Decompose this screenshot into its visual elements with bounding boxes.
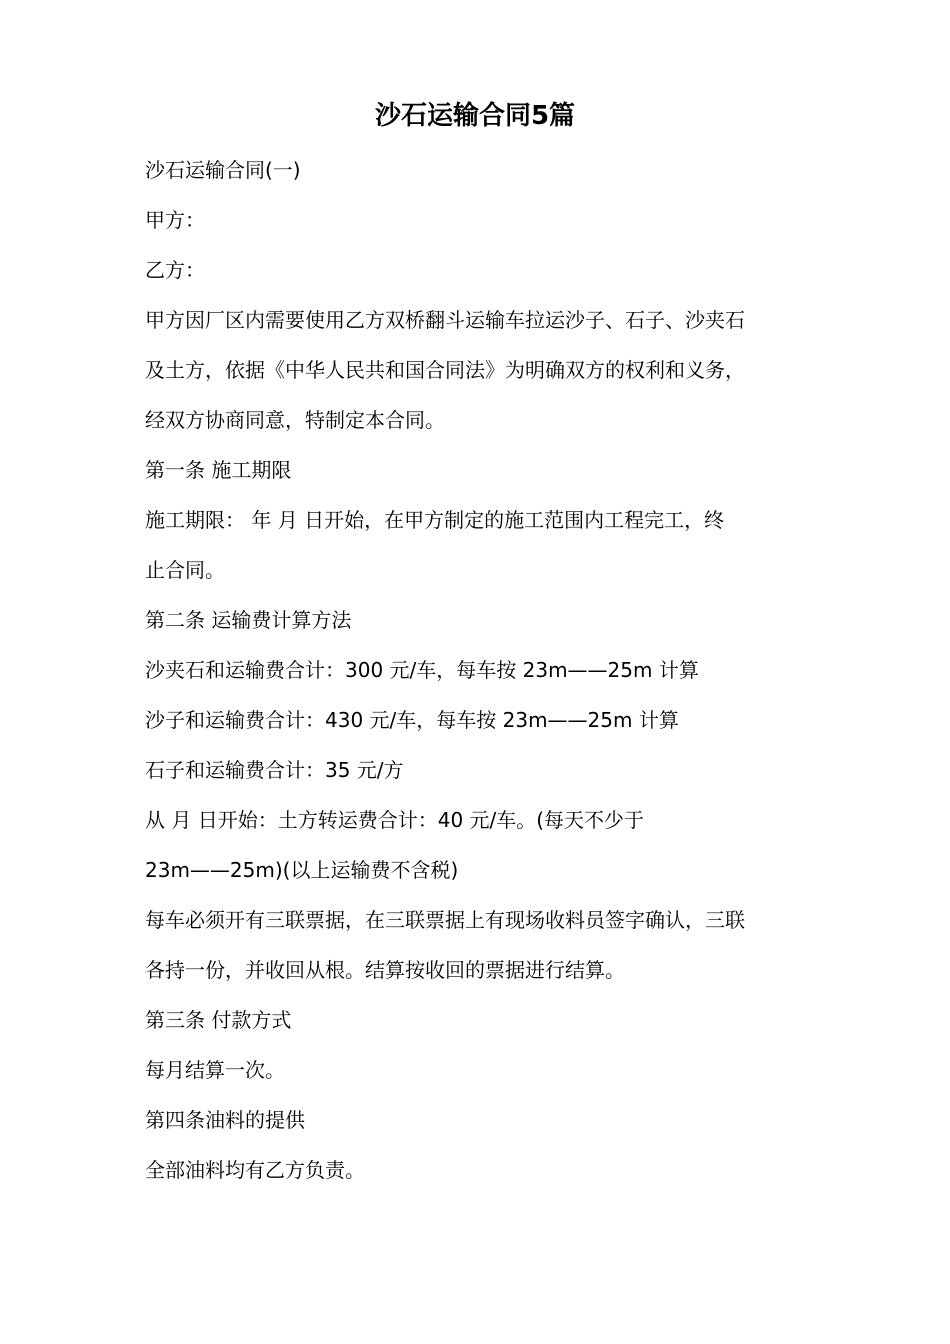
paragraph-line: 从 月 日开始：土方转运费合计：40 元/车。(每天不少于 [145,808,645,832]
paragraph-line: 甲方因厂区内需要使用乙方双桥翻斗运输车拉运沙子、石子、沙夹石 [145,308,745,332]
paragraph-line: 沙子和运输费合计：430 元/车，每车按 23m——25m 计算 [145,708,679,732]
article-heading: 第一条 施工期限 [145,458,292,482]
article-heading: 第四条油料的提供 [145,1108,305,1132]
party-b-line: 乙方： [145,258,205,282]
paragraph-line: 每车必须开有三联票据，在三联票据上有现场收料员签字确认，三联 [145,908,745,932]
article-heading: 第三条 付款方式 [145,1008,292,1032]
contract-subtitle: 沙石运输合同(一) [145,158,301,182]
paragraph-line: 每月结算一次。 [145,1058,285,1082]
party-a-line: 甲方： [145,208,205,232]
paragraph-line: 全部油料均有乙方负责。 [145,1158,365,1182]
paragraph-line: 止合同。 [145,558,225,582]
paragraph-line: 各持一份，并收回从根。结算按收回的票据进行结算。 [145,958,625,982]
paragraph-line: 经双方协商同意，特制定本合同。 [145,408,445,432]
document-title: 沙石运输合同5篇 [374,101,576,131]
paragraph-line: 及土方，依据《中华人民共和国合同法》为明确双方的权利和义务， [145,358,745,382]
paragraph-line: 沙夹石和运输费合计：300 元/车，每车按 23m——25m 计算 [145,658,699,682]
paragraph-line: 石子和运输费合计：35 元/方 [145,758,404,782]
paragraph-line: 施工期限： 年 月 日开始，在甲方制定的施工范围内工程完工，终 [145,508,725,532]
paragraph-line: 23m——25m)(以上运输费不含税) [145,858,459,882]
article-heading: 第二条 运输费计算方法 [145,608,352,632]
